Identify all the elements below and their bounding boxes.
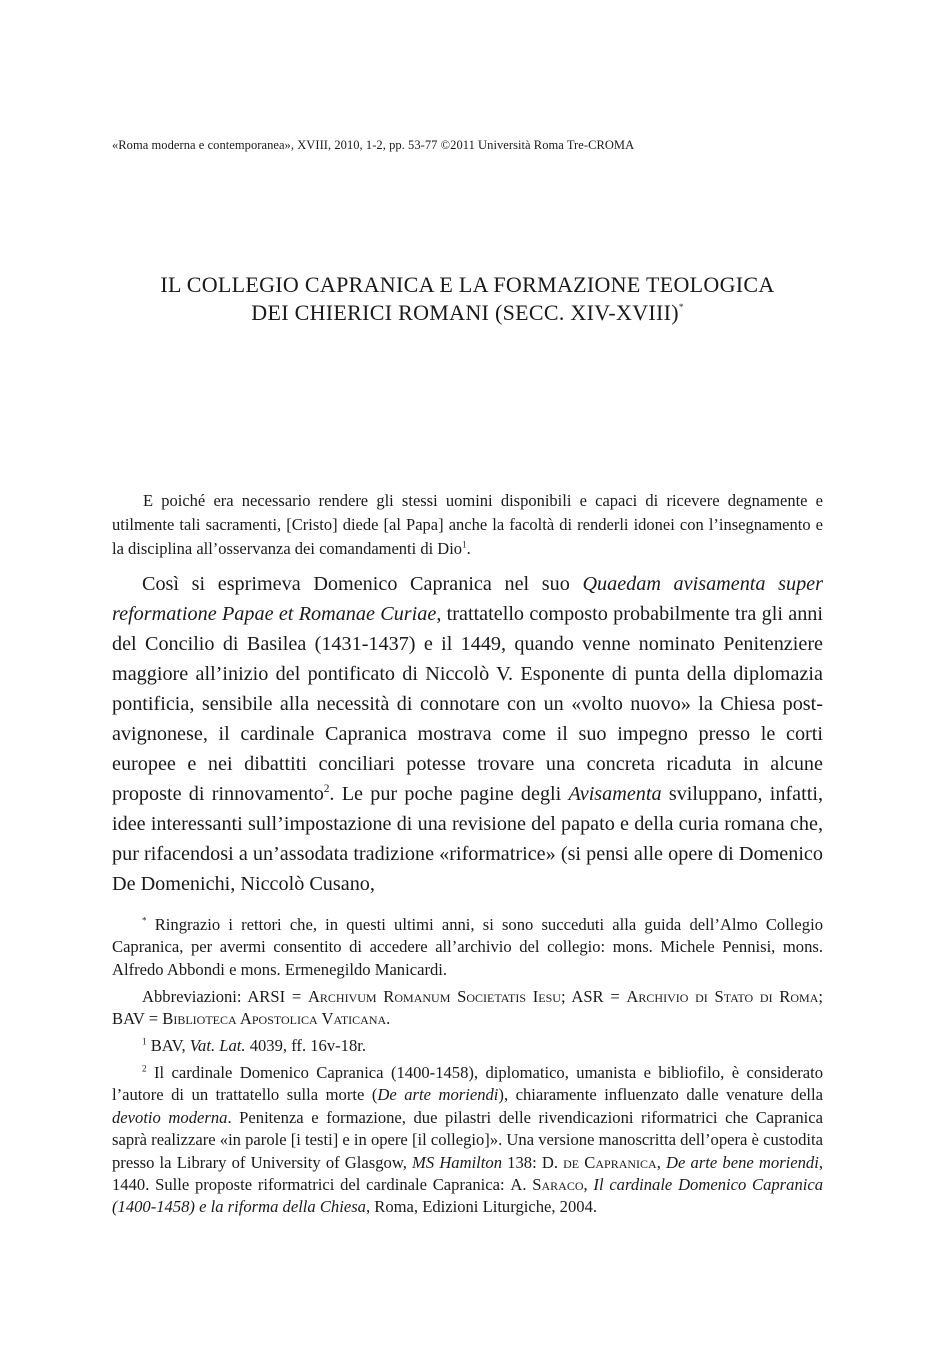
footnote-star-text: Ringrazio i rettori che, in questi ultimi anni, si sono succeduti alla guida dell’Almo Collegio Capranica, per avermi consentito di accedere all’archivio del collegio: mons. Michele Pennisi, mons. Alfredo Abbondi e mons. Ermenegildo Manicardi. [112, 915, 823, 979]
footnote-1-text-a: BAV, [146, 1036, 190, 1056]
epigraph-end: . [466, 539, 471, 558]
footnote-2-italic-1: De arte moriendi [377, 1085, 499, 1105]
footnote-2-text-b: ), chiaramente influenzato dalle venature della [498, 1085, 824, 1105]
footnote-2-number: 2 [142, 1063, 147, 1074]
footnote-1-text-b: 4039, ff. 16v-18r. [245, 1036, 367, 1056]
abbr-text-c: ; BAV = [112, 986, 823, 1029]
epigraph-text: E poiché era necessario rendere gli stessi uomini disponibili e capaci di ricevere degnamente e utilmente tali sacramenti, [Cristo] diede [al Papa] anche la facoltà di renderli idonei con l’insegnamento e la disciplina all’osservanza dei comandamenti di Dio [112, 491, 823, 558]
footnote-2-text-f: , 1440. Sulle proposte riformatrici del cardinale Capranica: [112, 1152, 823, 1194]
footnote-1 [112, 1035, 823, 1057]
footnote-star [112, 914, 823, 981]
footnote-2-author-1: D. de Capranica [541, 1152, 657, 1172]
footnote-2-text-c: . Penitenza e formazione, due pilastri delle rivendicazioni riformatrici che Capranica saprà realizzare «in parole [i testi] e in opere [il collegio]». Una versione manoscritta dell’opera è custodita presso la Library of University of Glasgow, [112, 1107, 824, 1172]
body-text-c: . Le pur poche pagine degli [329, 783, 569, 805]
running-head: «Roma moderna e contemporanea», XVIII, 2010, 1-2, pp. 53-77 ©2011 Università Roma Tre-CROMA [112, 138, 635, 152]
title-line-1: IL COLLEGIO CAPRANICA E LA FORMAZIONE TEOLOGICA [160, 272, 775, 297]
footnote-ref-1: 1 [462, 539, 467, 550]
footnote-ref-2: 2 [323, 783, 330, 796]
epigraph-quote [112, 489, 823, 561]
abbr-text-d: . [386, 1009, 391, 1029]
footnote-2-italic-4: De arte bene moriendi [666, 1152, 819, 1172]
footnote-1-number: 1 [142, 1036, 147, 1047]
abbreviations-note [112, 986, 823, 1031]
footnote-2-italic-5: Il cardinale Domenico Capranica (1400-1458) e la riforma della Chiesa [112, 1174, 824, 1217]
footnote-2-italic-3: MS Hamilton [412, 1152, 503, 1172]
body-text-d: sviluppano, infatti, idee interessanti sull’impostazione di una revisione del papato e della curia romana che, pur rifacendosi a un’assodata tradizione «riformatrice» (si pensi alle opere di Domenico De Domenichi, Niccolò Cusano, [112, 783, 823, 895]
body-text-a: Così si esprimeva Domenico Capranica nel suo [142, 573, 583, 595]
abbr-bav: Biblioteca Apostolica Vaticana [162, 1009, 387, 1029]
footnote-2 [112, 1062, 823, 1219]
body-text-b: , trattatello composto probabilmente tra gli anni del Concilio di Basilea (1431-1437) e il 1449, quando venne nominato Penitenziere maggiore all’inizio del pontificato di Niccolò V. Esponente di punta della diplomazia pontificia, sensibile alla necessità di connotare con un «volto nuovo» la Chiesa post-avignonese, il cardinale Capranica mostrava come il suo impegno presso le corti europee e nei dibattiti conciliari potesse trovare una concreta ricaduta in alcune proposte di rinnovamento [112, 603, 823, 805]
footnote-star-mark: * [142, 915, 147, 926]
footnote-2-text-a: Il cardinale Domenico Capranica (1400-1458), diplomatico, umanista e bibliofilo, è considerato l’autore di un trattatello sulla morte ( [112, 1062, 823, 1105]
title-line-2 [112, 299, 823, 327]
work-title-avisamenta: Avisamenta [568, 783, 662, 805]
body-paragraph [112, 569, 823, 899]
work-title-quaedam: Quaedam avisamenta super reformatione Papae et Romanae Curiae [112, 573, 823, 625]
footnote-2-italic-2: devotio moderna [112, 1107, 228, 1127]
article-title [112, 271, 823, 327]
footnote-2-text-h: , Roma, Edizioni Liturgiche, 2004. [365, 1197, 598, 1217]
footnotes [112, 914, 823, 1223]
footnote-2-text-g: , [583, 1174, 594, 1194]
abbr-arsi: Archivum Romanum Societatis Iesu [307, 986, 561, 1006]
abbr-text-a: Abbreviazioni: ARSI = [142, 986, 308, 1006]
footnote-2-text-d: 138: [502, 1152, 542, 1172]
title-footnote-mark: * [678, 302, 684, 312]
footnote-2-text-e: , [656, 1152, 667, 1172]
footnote-1-italic: Vat. Lat. [189, 1036, 246, 1056]
footnote-2-author-2: A. Saraco [510, 1174, 584, 1194]
title-line-2-text: DEI CHIERICI ROMANI (SECC. XIV-XVIII) [251, 300, 679, 325]
abbr-text-b: ; ASR = [560, 986, 627, 1006]
abbr-asr: Archivio di Stato di Roma [626, 986, 819, 1006]
